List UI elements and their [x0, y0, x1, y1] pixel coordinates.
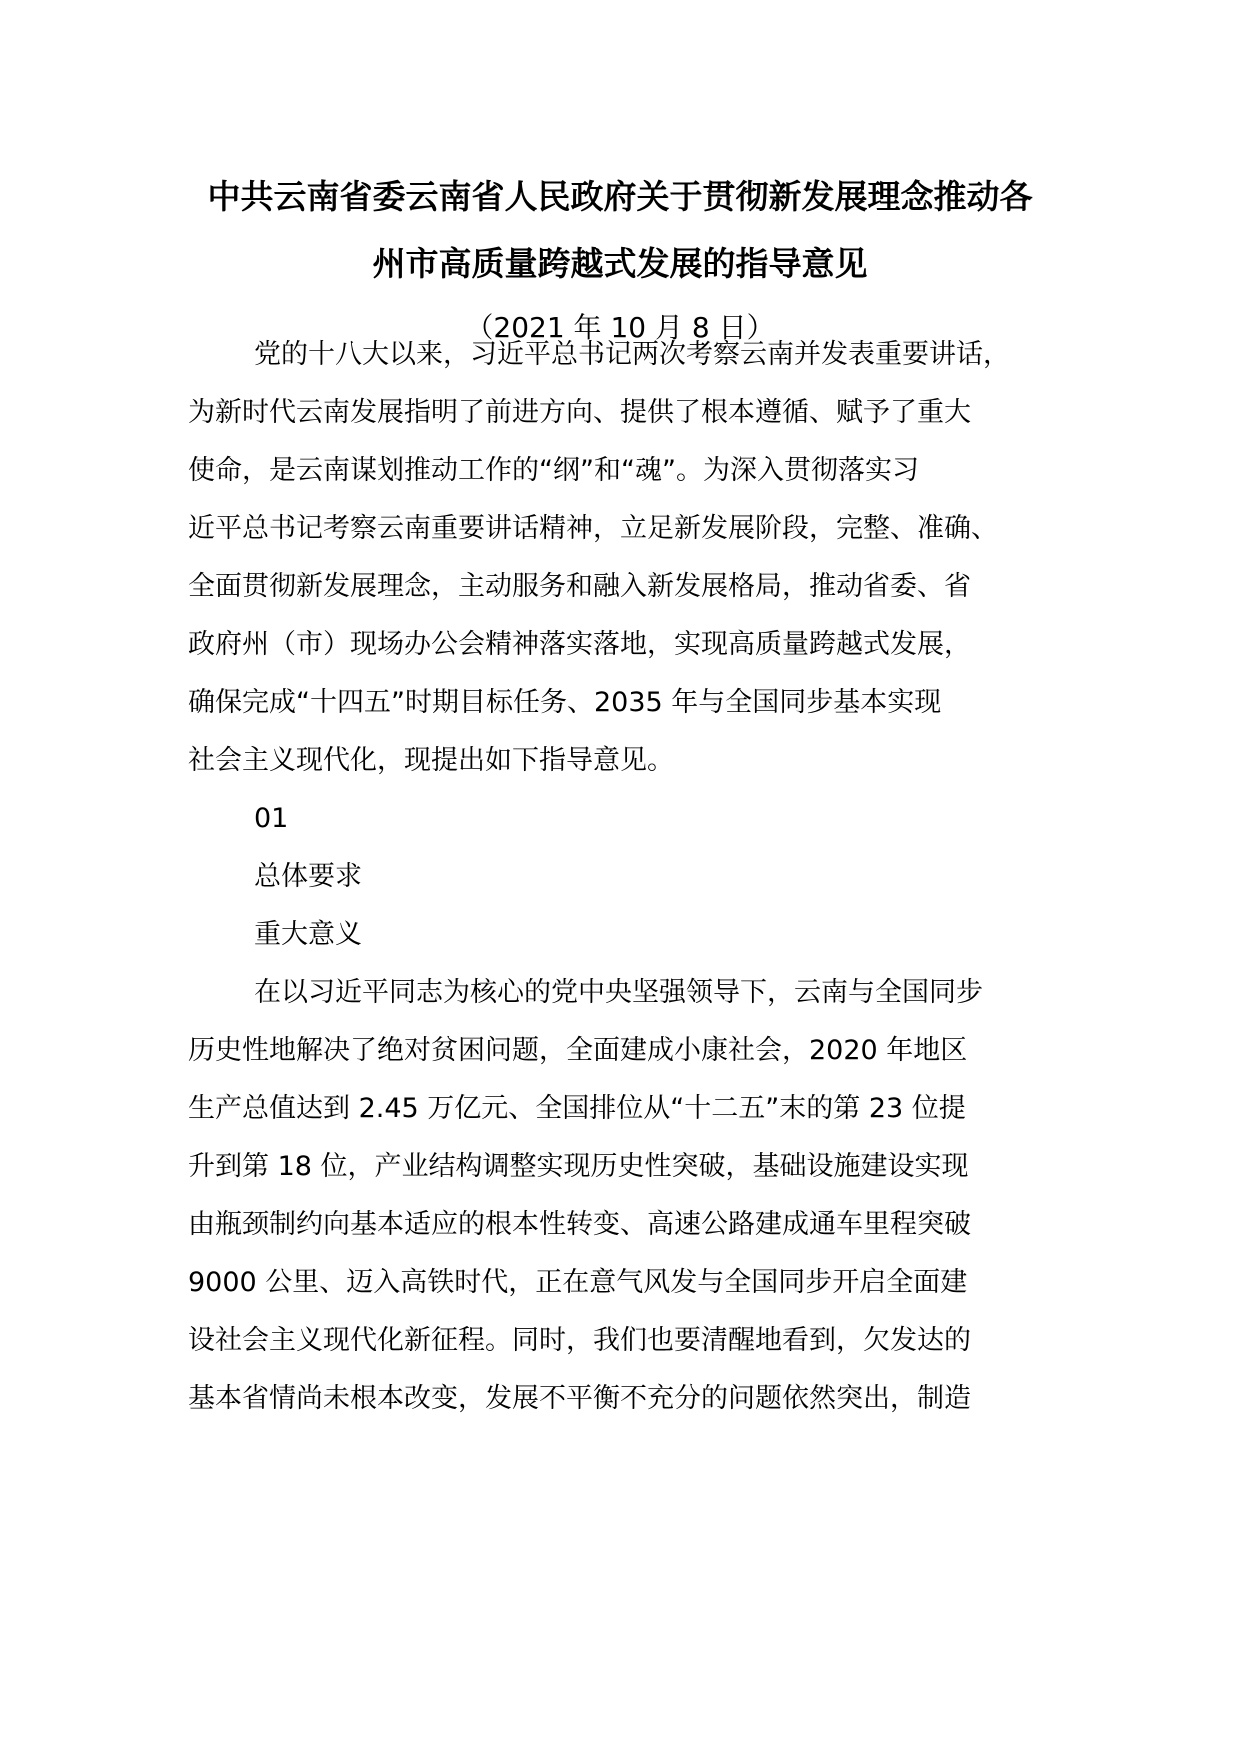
body-line: 设社会主义现代化新征程。同时，我们也要清醒地看到，欠发达的	[188, 1325, 971, 1356]
body-line: 在以习近平同志为核心的党中央坚强领导下，云南与全国同步	[254, 977, 983, 1008]
intro-line: 使命，是云南谋划推动工作的“纲”和“魂”。为深入贯彻落实习	[188, 455, 919, 486]
intro-line: 社会主义现代化，现提出如下指导意见。	[188, 745, 674, 776]
body-line: 基本省情尚未根本改变，发展不平衡不充分的问题依然突出，制造	[188, 1383, 971, 1414]
document-title-line-2: 州市高质量跨越式发展的指导意见	[372, 244, 868, 283]
document-date: （2021 年 10 月 8 日）	[465, 311, 775, 344]
intro-line: 近平总书记考察云南重要讲话精神，立足新发展阶段，完整、准确、	[188, 513, 998, 544]
intro-line: 政府州（市）现场办公会精神落实落地，实现高质量跨越式发展，	[188, 629, 971, 660]
document-title-line-1: 中共云南省委云南省人民政府关于贯彻新发展理念推动各	[207, 177, 1033, 216]
section-title: 总体要求	[254, 861, 362, 892]
intro-line: 为新时代云南发展指明了前进方向、提供了根本遵循、赋予了重大	[188, 397, 971, 428]
body-line: 历史性地解决了绝对贫困问题，全面建成小康社会，2020 年地区	[188, 1035, 968, 1066]
section-number: 01	[254, 803, 289, 834]
subsection-title: 重大意义	[254, 919, 362, 950]
body-line: 生产总值达到 2.45 万亿元、全国排位从“十二五”末的第 23 位提	[188, 1093, 966, 1124]
intro-line: 全面贯彻新发展理念，主动服务和融入新发展格局，推动省委、省	[188, 571, 971, 602]
body-line: 升到第 18 位，产业结构调整实现历史性突破，基础设施建设实现	[188, 1151, 969, 1182]
intro-line: 确保完成“十四五”时期目标任务、2035 年与全国同步基本实现	[188, 687, 942, 718]
intro-line: 党的十八大以来，习近平总书记两次考察云南并发表重要讲话，	[254, 339, 1010, 370]
body-line: 9000 公里、迈入高铁时代，正在意气风发与全国同步开启全面建	[188, 1267, 968, 1298]
body-line: 由瓶颈制约向基本适应的根本性转变、高速公路建成通车里程突破	[188, 1209, 971, 1240]
